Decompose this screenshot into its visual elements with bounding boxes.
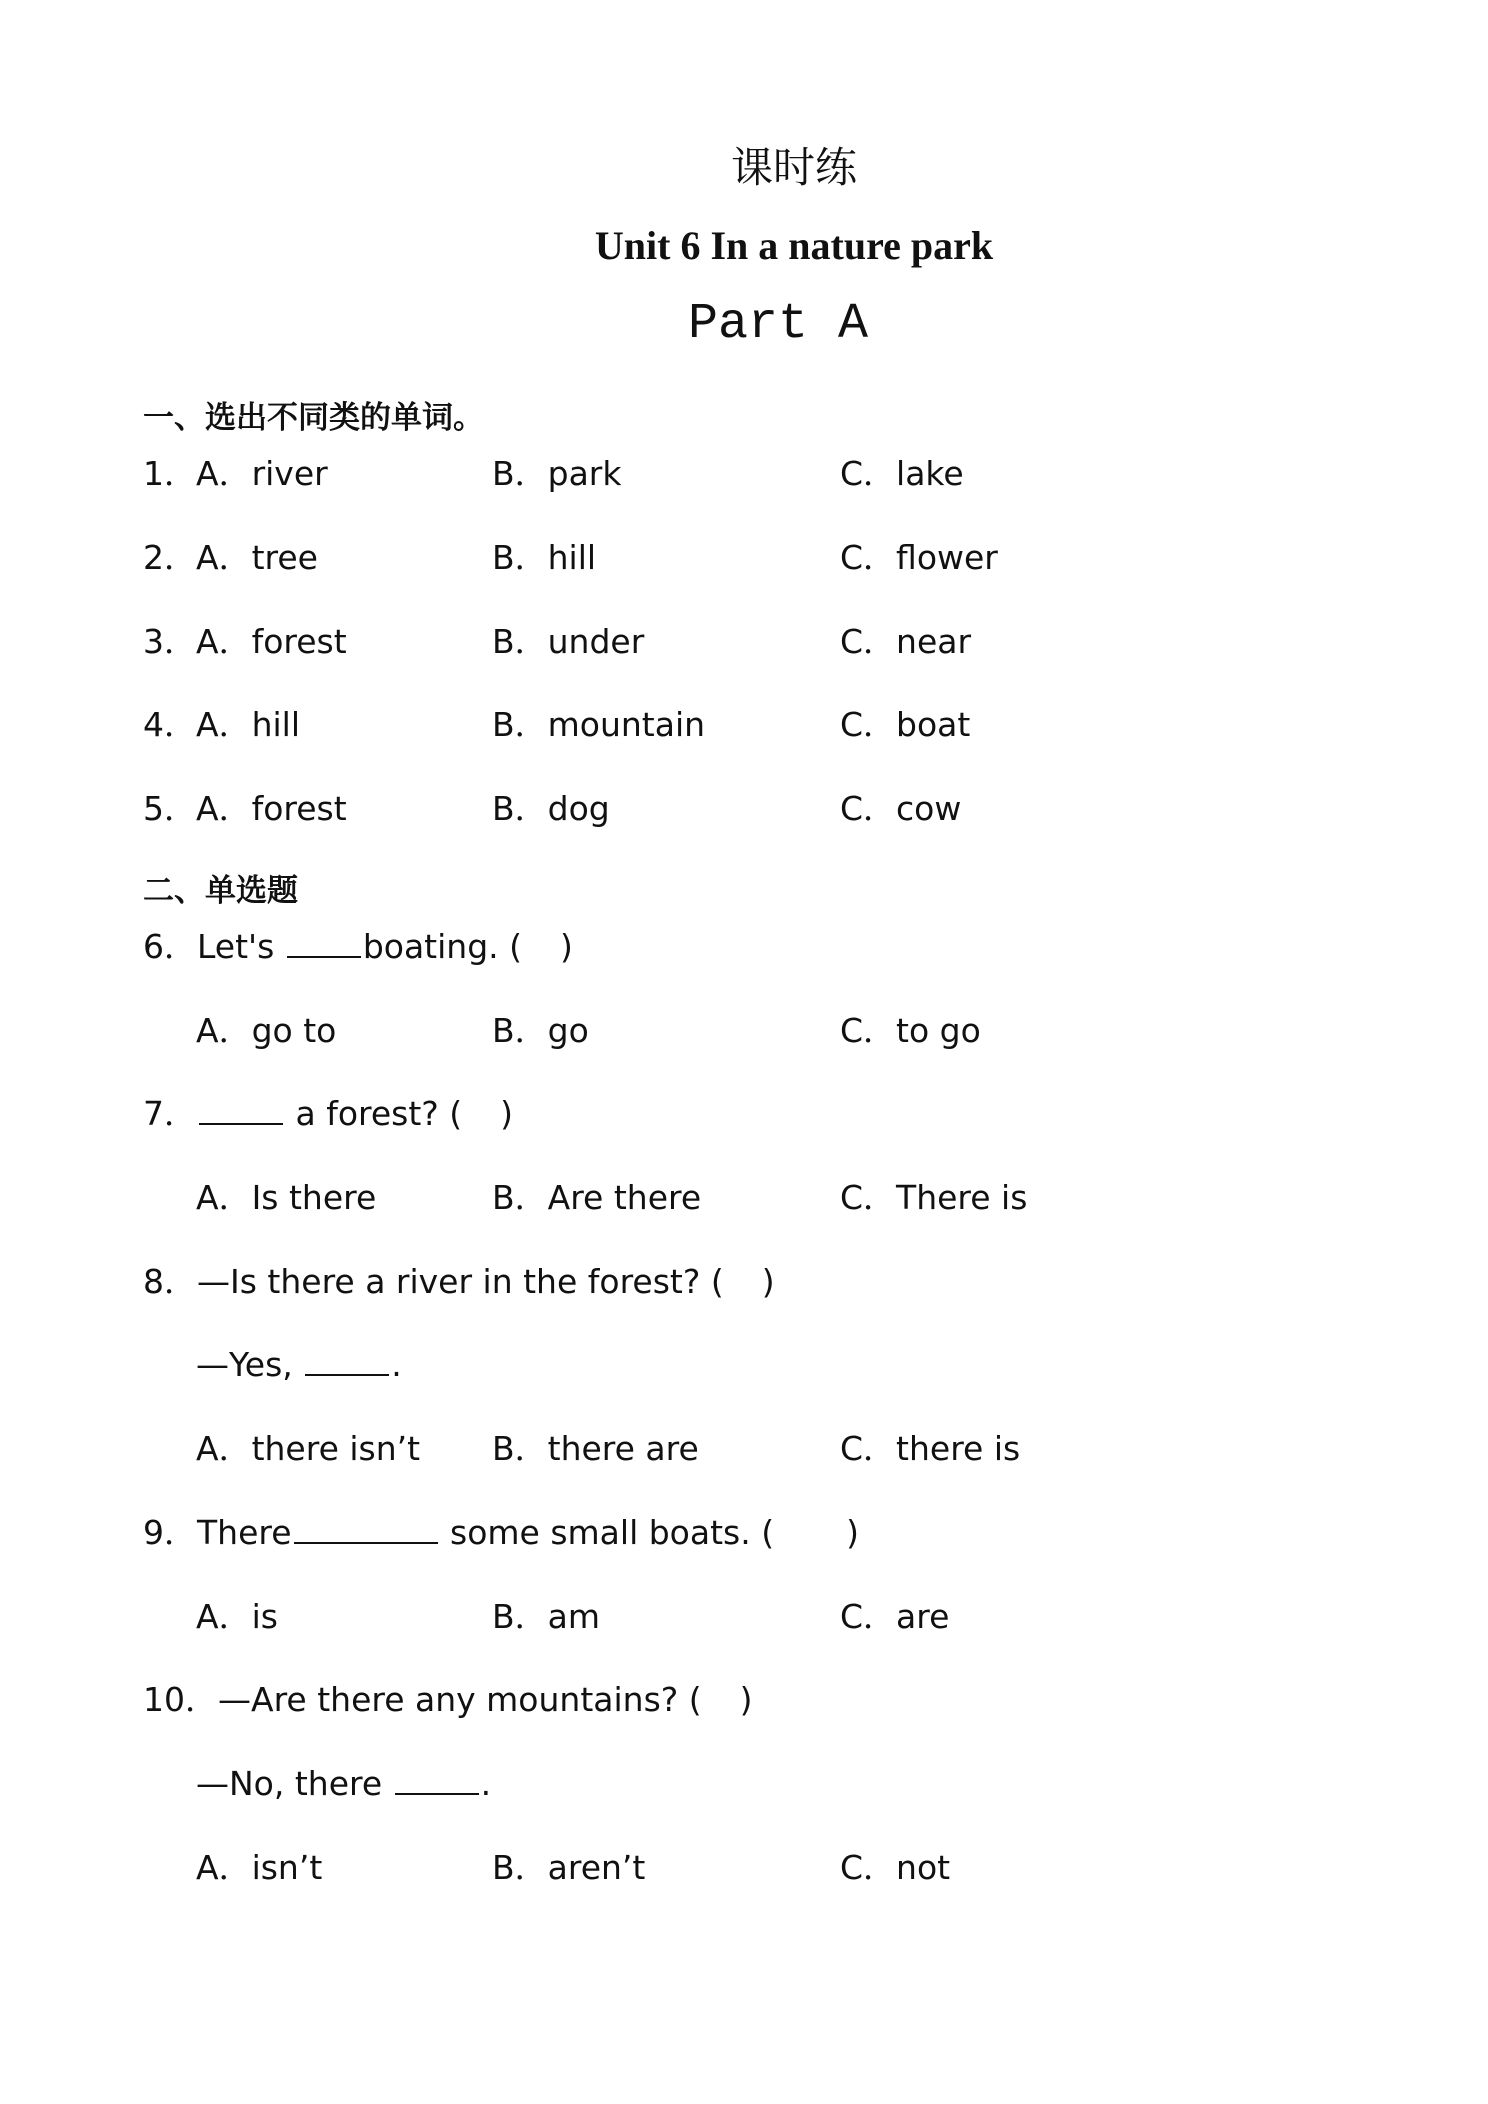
option-b: B．Are there [492, 1178, 702, 1217]
question-6-stem [0, 922, 1488, 972]
option-b: B．under [492, 622, 645, 661]
option-c: C．are [840, 1597, 950, 1636]
reply-after-blank: . [391, 1345, 402, 1384]
question-10-options [0, 1843, 1488, 1893]
option-b: B．mountain [492, 705, 706, 744]
question-number: 1． [143, 454, 197, 493]
question-2 [0, 533, 1488, 583]
option-b: B．aren’t [492, 1848, 646, 1887]
question-8-options [0, 1424, 1488, 1474]
question-4 [0, 700, 1488, 750]
question-8-stem [0, 1257, 1488, 1307]
question-9-options [0, 1592, 1488, 1642]
reply-text [196, 1759, 491, 1809]
reply-before-blank: —No, there [196, 1764, 393, 1803]
unit-title: Unit 6 In a nature park [594, 223, 994, 268]
section1-heading: 一、选出不同类的单词。 [143, 400, 484, 436]
closing-paren: ) [560, 927, 573, 966]
question-7-stem [0, 1089, 1488, 1139]
reply-text [196, 1340, 402, 1390]
question-number: 5． [143, 789, 197, 828]
question-7-options [0, 1173, 1488, 1223]
option-b: B．dog [492, 789, 610, 828]
question-number: 4． [143, 705, 197, 744]
question-text [143, 922, 573, 972]
answer-blank [305, 1340, 389, 1376]
answer-blank [395, 1759, 479, 1795]
reply-after-blank: . [480, 1764, 492, 1803]
reply-before-blank: —Yes, [196, 1345, 304, 1384]
question-line-1: —Is there a river in the forest? ( [197, 1262, 724, 1301]
option-c: C．flower [840, 538, 998, 577]
question-5 [0, 784, 1488, 834]
option-a: A．isn’t [196, 1848, 323, 1887]
question-10-reply [0, 1759, 1488, 1809]
question-1 [0, 449, 1488, 499]
question-text [143, 1508, 859, 1558]
question-8-reply [0, 1340, 1488, 1390]
question-6-options [0, 1006, 1488, 1056]
option-c: C．there is [840, 1429, 1021, 1468]
option-b: B．there are [492, 1429, 699, 1468]
closing-paren: ) [739, 1680, 753, 1719]
option-a: A．there isn’t [196, 1429, 421, 1468]
section2-heading: 二、单选题 [143, 873, 298, 909]
question-number: 2． [143, 538, 197, 577]
question-number: 9． [143, 1513, 197, 1552]
option-a: A．go to [196, 1011, 337, 1050]
closing-paren: ) [846, 1513, 859, 1552]
answer-blank [294, 1508, 438, 1544]
option-c: C．lake [840, 454, 964, 493]
question-text [143, 1089, 513, 1139]
closing-paren: ) [761, 1262, 775, 1301]
question-number: 6． [143, 927, 197, 966]
text-before-blank: There [197, 1513, 292, 1552]
part-title: Part A [687, 296, 869, 353]
question-text [143, 1675, 753, 1725]
option-a: A．river [196, 454, 328, 493]
answer-blank [199, 1089, 283, 1125]
question-9-stem [0, 1508, 1488, 1558]
question-text [143, 1257, 775, 1307]
question-number: 7． [143, 1094, 197, 1133]
question-10-stem [0, 1675, 1488, 1725]
page-title-chinese: 课时练 [730, 143, 857, 192]
question-number: 8． [143, 1262, 197, 1301]
question-number: 10． [143, 1680, 218, 1719]
option-c: C．cow [840, 789, 962, 828]
option-c: C．to go [840, 1011, 981, 1050]
question-line-1: —Are there any mountains? ( [218, 1680, 702, 1719]
option-b: B．am [492, 1597, 601, 1636]
option-a: A．hill [196, 705, 300, 744]
answer-blank [287, 922, 361, 958]
option-a: A．tree [196, 538, 318, 577]
option-a: A．forest [196, 622, 347, 661]
option-c: C．There is [840, 1178, 1028, 1217]
text-after-blank: boating. ( [362, 927, 522, 966]
option-b: B．hill [492, 538, 597, 577]
option-c: C．boat [840, 705, 971, 744]
closing-paren: ) [500, 1094, 514, 1133]
option-c: C．near [840, 622, 972, 661]
question-3 [0, 617, 1488, 667]
option-c: C．not [840, 1848, 951, 1887]
question-number: 3． [143, 622, 197, 661]
option-a: A．forest [196, 789, 347, 828]
text-after-blank: some small boats. ( [439, 1513, 775, 1552]
option-b: B．go [492, 1011, 589, 1050]
option-b: B．park [492, 454, 622, 493]
text-before-blank: Let's [197, 927, 285, 966]
option-a: A．Is there [196, 1178, 377, 1217]
text-after-blank: a forest? ( [285, 1094, 463, 1133]
option-a: A．is [196, 1597, 278, 1636]
